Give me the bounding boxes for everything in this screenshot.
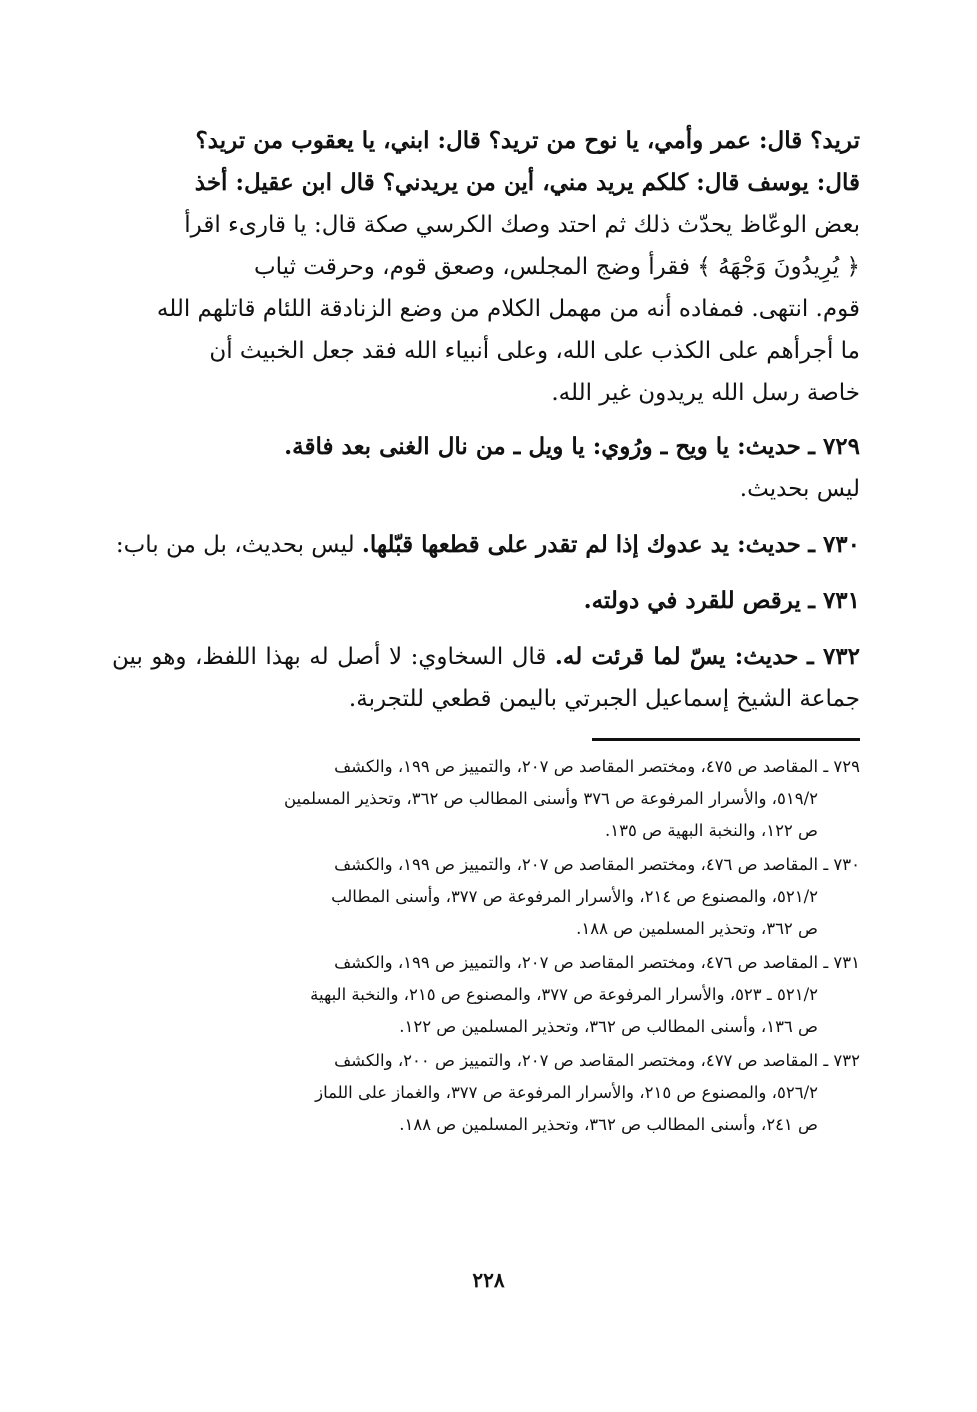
entry-comment: ليس بحديث. xyxy=(739,476,860,502)
intro-line: بعض الوعّاظ يحدّث ذلك ثم احتد وصك الكرسي صكة قال: يا قارىء اقرأ xyxy=(184,212,860,238)
intro-paragraph xyxy=(112,120,860,414)
footnote-number: ٧٣٢ ـ xyxy=(823,1051,860,1070)
footnote-divider xyxy=(592,738,860,741)
intro-line: خاصة رسل الله يريدون غير الله. xyxy=(551,380,860,406)
footnote-number: ٧٢٩ ـ xyxy=(823,757,860,776)
hadith-entry xyxy=(112,426,860,510)
entry-text: يرقص للقرد في دولته. xyxy=(583,587,801,614)
intro-line: ﴿ يُرِيدُونَ وَجْهَهُ ﴾ فقرأ وضج المجلس، وصعق قوم، وحرقت ثياب xyxy=(253,254,860,280)
entry-comment: ليس بحديث، بل من باب: xyxy=(115,532,355,558)
hadith-entry xyxy=(112,636,860,720)
hadith-entry xyxy=(112,524,860,566)
entry-text: حديث: يد عدوك إذا لم تقدر على قطعها قبّلها. xyxy=(361,531,801,558)
footnote: ٧٣٢ ـ المقاصد ص ٤٧٧، ومختصر المقاصد ص ٢٠٧، والتمييز ص ٢٠٠، والكشف ٥٢٦/٢، والمصنوع ص ٢١٥، والأسرار المرفوعة ص ٣٧٧، والغماز على اللماز ص ٢٤١، وأسنى المطالب ص ٣٦٢، وتحذير المسلمين ص ١٨٨. xyxy=(315,1051,860,1134)
page-number: ٢٢٨ xyxy=(472,1268,505,1292)
entry-comment: قال السخاوي: لا أصل له بهذا اللفظ، وهو بين جماعة الشيخ إسماعيل الجبرتي باليمن قطعي للتجربة. xyxy=(112,644,860,712)
entry-number: ٧٣٢ ـ xyxy=(807,643,861,670)
entry-number: ٧٣١ ـ xyxy=(808,587,860,614)
page-body xyxy=(112,120,860,1143)
intro-line: ما أجرأهم على الكذب على الله، وعلى أنبياء الله فقد جعل الخبيث أن xyxy=(209,338,860,364)
entry-text: حديث: يسّ لما قرئت له. xyxy=(554,643,799,670)
entry-number: ٧٢٩ ـ xyxy=(808,433,860,460)
footnotes xyxy=(112,751,860,1141)
hadith-entry xyxy=(112,580,860,622)
intro-line: قال: يوسف قال: كلكم يريد مني، أين من يريدني؟ قال ابن عقيل: أخذ xyxy=(194,169,860,196)
footnote: ٧٢٩ ـ المقاصد ص ٤٧٥، ومختصر المقاصد ص ٢٠٧، والتمييز ص ١٩٩، والكشف ٥١٩/٢، والأسرار المرفوعة ص ٣٧٦ وأسنى المطالب ص ٣٦٢، وتحذير المسلمين ص ١٢٢، والنخبة البهية ص ١٣٥. xyxy=(283,757,860,840)
entry-text: حديث: يا ويح ـ ورُوي: يا ويل ـ من نال الغنى بعد فاقة. xyxy=(284,433,801,460)
footnote: ٧٣٠ ـ المقاصد ص ٤٧٦، ومختصر المقاصد ص ٢٠٧، والتمييز ص ١٩٩، والكشف ٥٢١/٢، والمصنوع ص ٢١٤، والأسرار المرفوعة ص ٣٧٧، وأسنى المطالب ص ٣٦٢، وتحذير المسلمين ص ١٨٨. xyxy=(331,855,860,938)
footnote: ٧٣١ ـ المقاصد ص ٤٧٦، ومختصر المقاصد ص ٢٠٧، والتمييز ص ١٩٩، والكشف ٥٢١/٢ ـ ٥٢٣، والأسرار المرفوعة ص ٣٧٧، والمصنوع ص ٢١٥، والنخبة البهية ص ١٣٦، وأسنى المطالب ص ٣٦٢، وتحذير المسلمين ص ١٢٢. xyxy=(310,953,860,1036)
footnote-number: ٧٣٠ ـ xyxy=(823,855,860,874)
footnote-number: ٧٣١ ـ xyxy=(823,953,860,972)
entry-number: ٧٣٠ ـ xyxy=(808,531,860,558)
intro-line: تريد؟ قال: عمر وأمي، يا نوح من تريد؟ قال: ابني، يا يعقوب من تريد؟ xyxy=(195,127,860,154)
intro-line: قوم. انتهى. فمفاده أنه من مهمل الكلام من وضع الزنادقة اللئام قاتلهم الله xyxy=(156,296,860,322)
